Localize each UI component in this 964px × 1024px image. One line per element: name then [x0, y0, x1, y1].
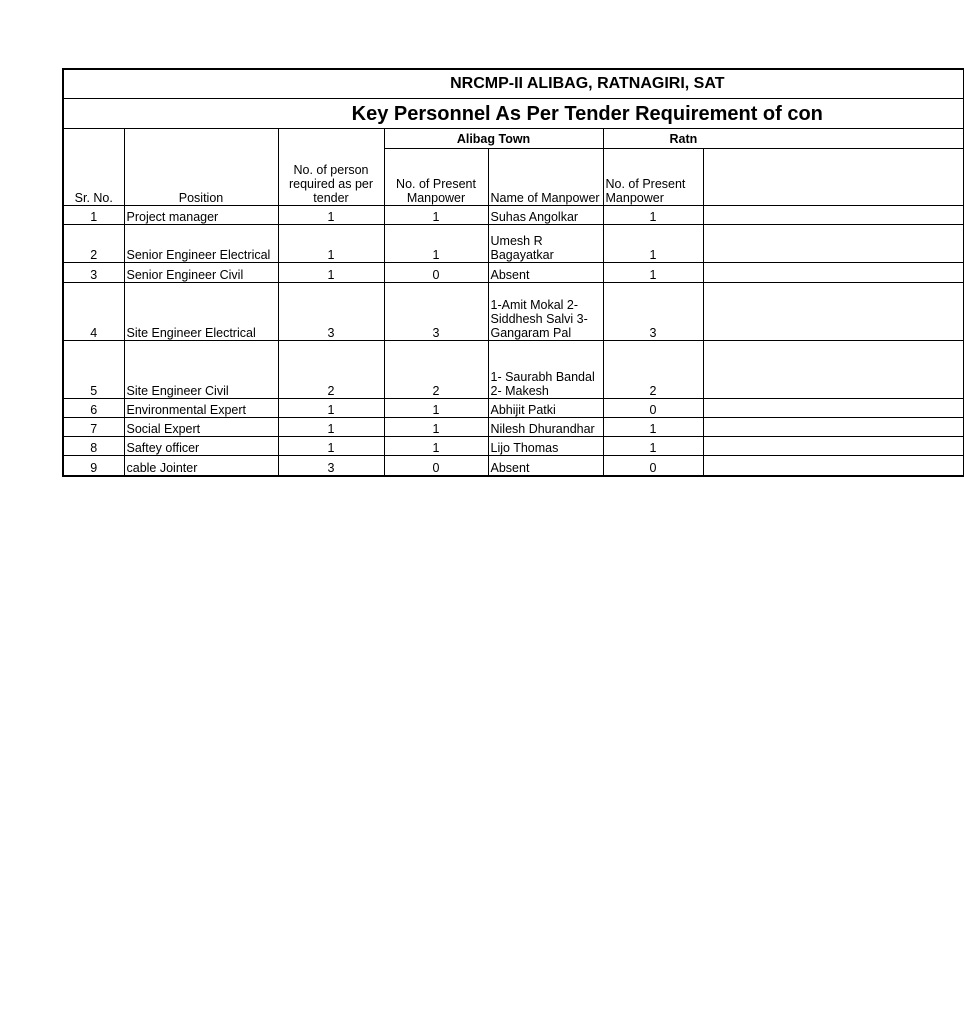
spreadsheet-view — [62, 68, 823, 481]
cell-required: 3 — [278, 456, 384, 476]
cell-empty — [703, 225, 963, 263]
sheet-subtitle: Key Personnel As Per Tender Requirement of con — [63, 99, 963, 129]
cell-required: 2 — [278, 341, 384, 399]
cell-required: 1 — [278, 437, 384, 456]
cell-position: Site Engineer Electrical — [124, 283, 278, 341]
cell-present-ratnagiri: 2 — [603, 341, 703, 399]
cell-required: 1 — [278, 418, 384, 437]
cell-present-alibag: 1 — [384, 206, 488, 225]
cell-present-ratnagiri: 1 — [603, 437, 703, 456]
cell-sr: 2 — [63, 225, 124, 263]
cell-required: 3 — [278, 283, 384, 341]
cell-required: 1 — [278, 225, 384, 263]
cell-empty — [703, 283, 963, 341]
cell-present-alibag: 3 — [384, 283, 488, 341]
header-required: No. of person required as per tender — [278, 129, 384, 206]
cell-present-alibag: 1 — [384, 225, 488, 263]
group-header-ratnagiri: Ratn — [603, 129, 963, 149]
sheet-title: NRCMP-II ALIBAG, RATNAGIRI, SAT — [63, 69, 963, 99]
header-present-ratnagiri: No. of Present Manpower — [603, 149, 703, 206]
header-present-alibag: No. of Present Manpower — [384, 149, 488, 206]
cell-required: 1 — [278, 206, 384, 225]
cell-position: Site Engineer Civil — [124, 341, 278, 399]
cell-empty — [703, 456, 963, 476]
cell-present-ratnagiri: 1 — [603, 206, 703, 225]
cell-required: 1 — [278, 399, 384, 418]
cell-empty — [703, 437, 963, 456]
cell-sr: 1 — [63, 206, 124, 225]
cell-empty — [703, 263, 963, 283]
cell-present-alibag: 0 — [384, 456, 488, 476]
cell-name: 1- Saurabh Bandal 2- Makesh — [488, 341, 603, 399]
cell-empty — [703, 206, 963, 225]
cell-present-alibag: 2 — [384, 341, 488, 399]
cell-position: Environmental Expert — [124, 399, 278, 418]
cell-name: Absent — [488, 456, 603, 476]
cell-sr: 6 — [63, 399, 124, 418]
cell-name: 1-Amit Mokal 2- Siddhesh Salvi 3-Gangaram Pal — [488, 283, 603, 341]
cell-position: Senior Engineer Electrical — [124, 225, 278, 263]
cell-name: Absent — [488, 263, 603, 283]
header-position: Position — [124, 129, 278, 206]
personnel-table — [62, 68, 964, 477]
cell-empty — [703, 341, 963, 399]
cell-position: Saftey officer — [124, 437, 278, 456]
cell-present-alibag: 0 — [384, 263, 488, 283]
cell-empty — [703, 418, 963, 437]
cell-sr: 8 — [63, 437, 124, 456]
cell-empty — [703, 399, 963, 418]
cell-sr: 5 — [63, 341, 124, 399]
cell-sr: 9 — [63, 456, 124, 476]
header-sr-no: Sr. No. — [63, 129, 124, 206]
cell-name: Nilesh Dhurandhar — [488, 418, 603, 437]
header-name-alibag: Name of Manpower — [488, 149, 603, 206]
cell-present-ratnagiri: 1 — [603, 263, 703, 283]
cell-name: Abhijit Patki — [488, 399, 603, 418]
cell-present-ratnagiri: 3 — [603, 283, 703, 341]
cell-present-ratnagiri: 0 — [603, 456, 703, 476]
cell-required: 1 — [278, 263, 384, 283]
cell-name: Umesh R Bagayatkar — [488, 225, 603, 263]
header-empty — [703, 149, 963, 206]
cell-position: cable Jointer — [124, 456, 278, 476]
cell-present-ratnagiri: 1 — [603, 225, 703, 263]
group-header-alibag: Alibag Town — [384, 129, 603, 149]
cell-present-alibag: 1 — [384, 418, 488, 437]
cell-name: Suhas Angolkar — [488, 206, 603, 225]
cell-present-alibag: 1 — [384, 399, 488, 418]
cell-present-ratnagiri: 1 — [603, 418, 703, 437]
cell-name: Lijo Thomas — [488, 437, 603, 456]
cell-sr: 3 — [63, 263, 124, 283]
cell-position: Senior Engineer Civil — [124, 263, 278, 283]
cell-position: Social Expert — [124, 418, 278, 437]
cell-sr: 7 — [63, 418, 124, 437]
cell-sr: 4 — [63, 283, 124, 341]
cell-present-ratnagiri: 0 — [603, 399, 703, 418]
cell-position: Project manager — [124, 206, 278, 225]
cell-present-alibag: 1 — [384, 437, 488, 456]
